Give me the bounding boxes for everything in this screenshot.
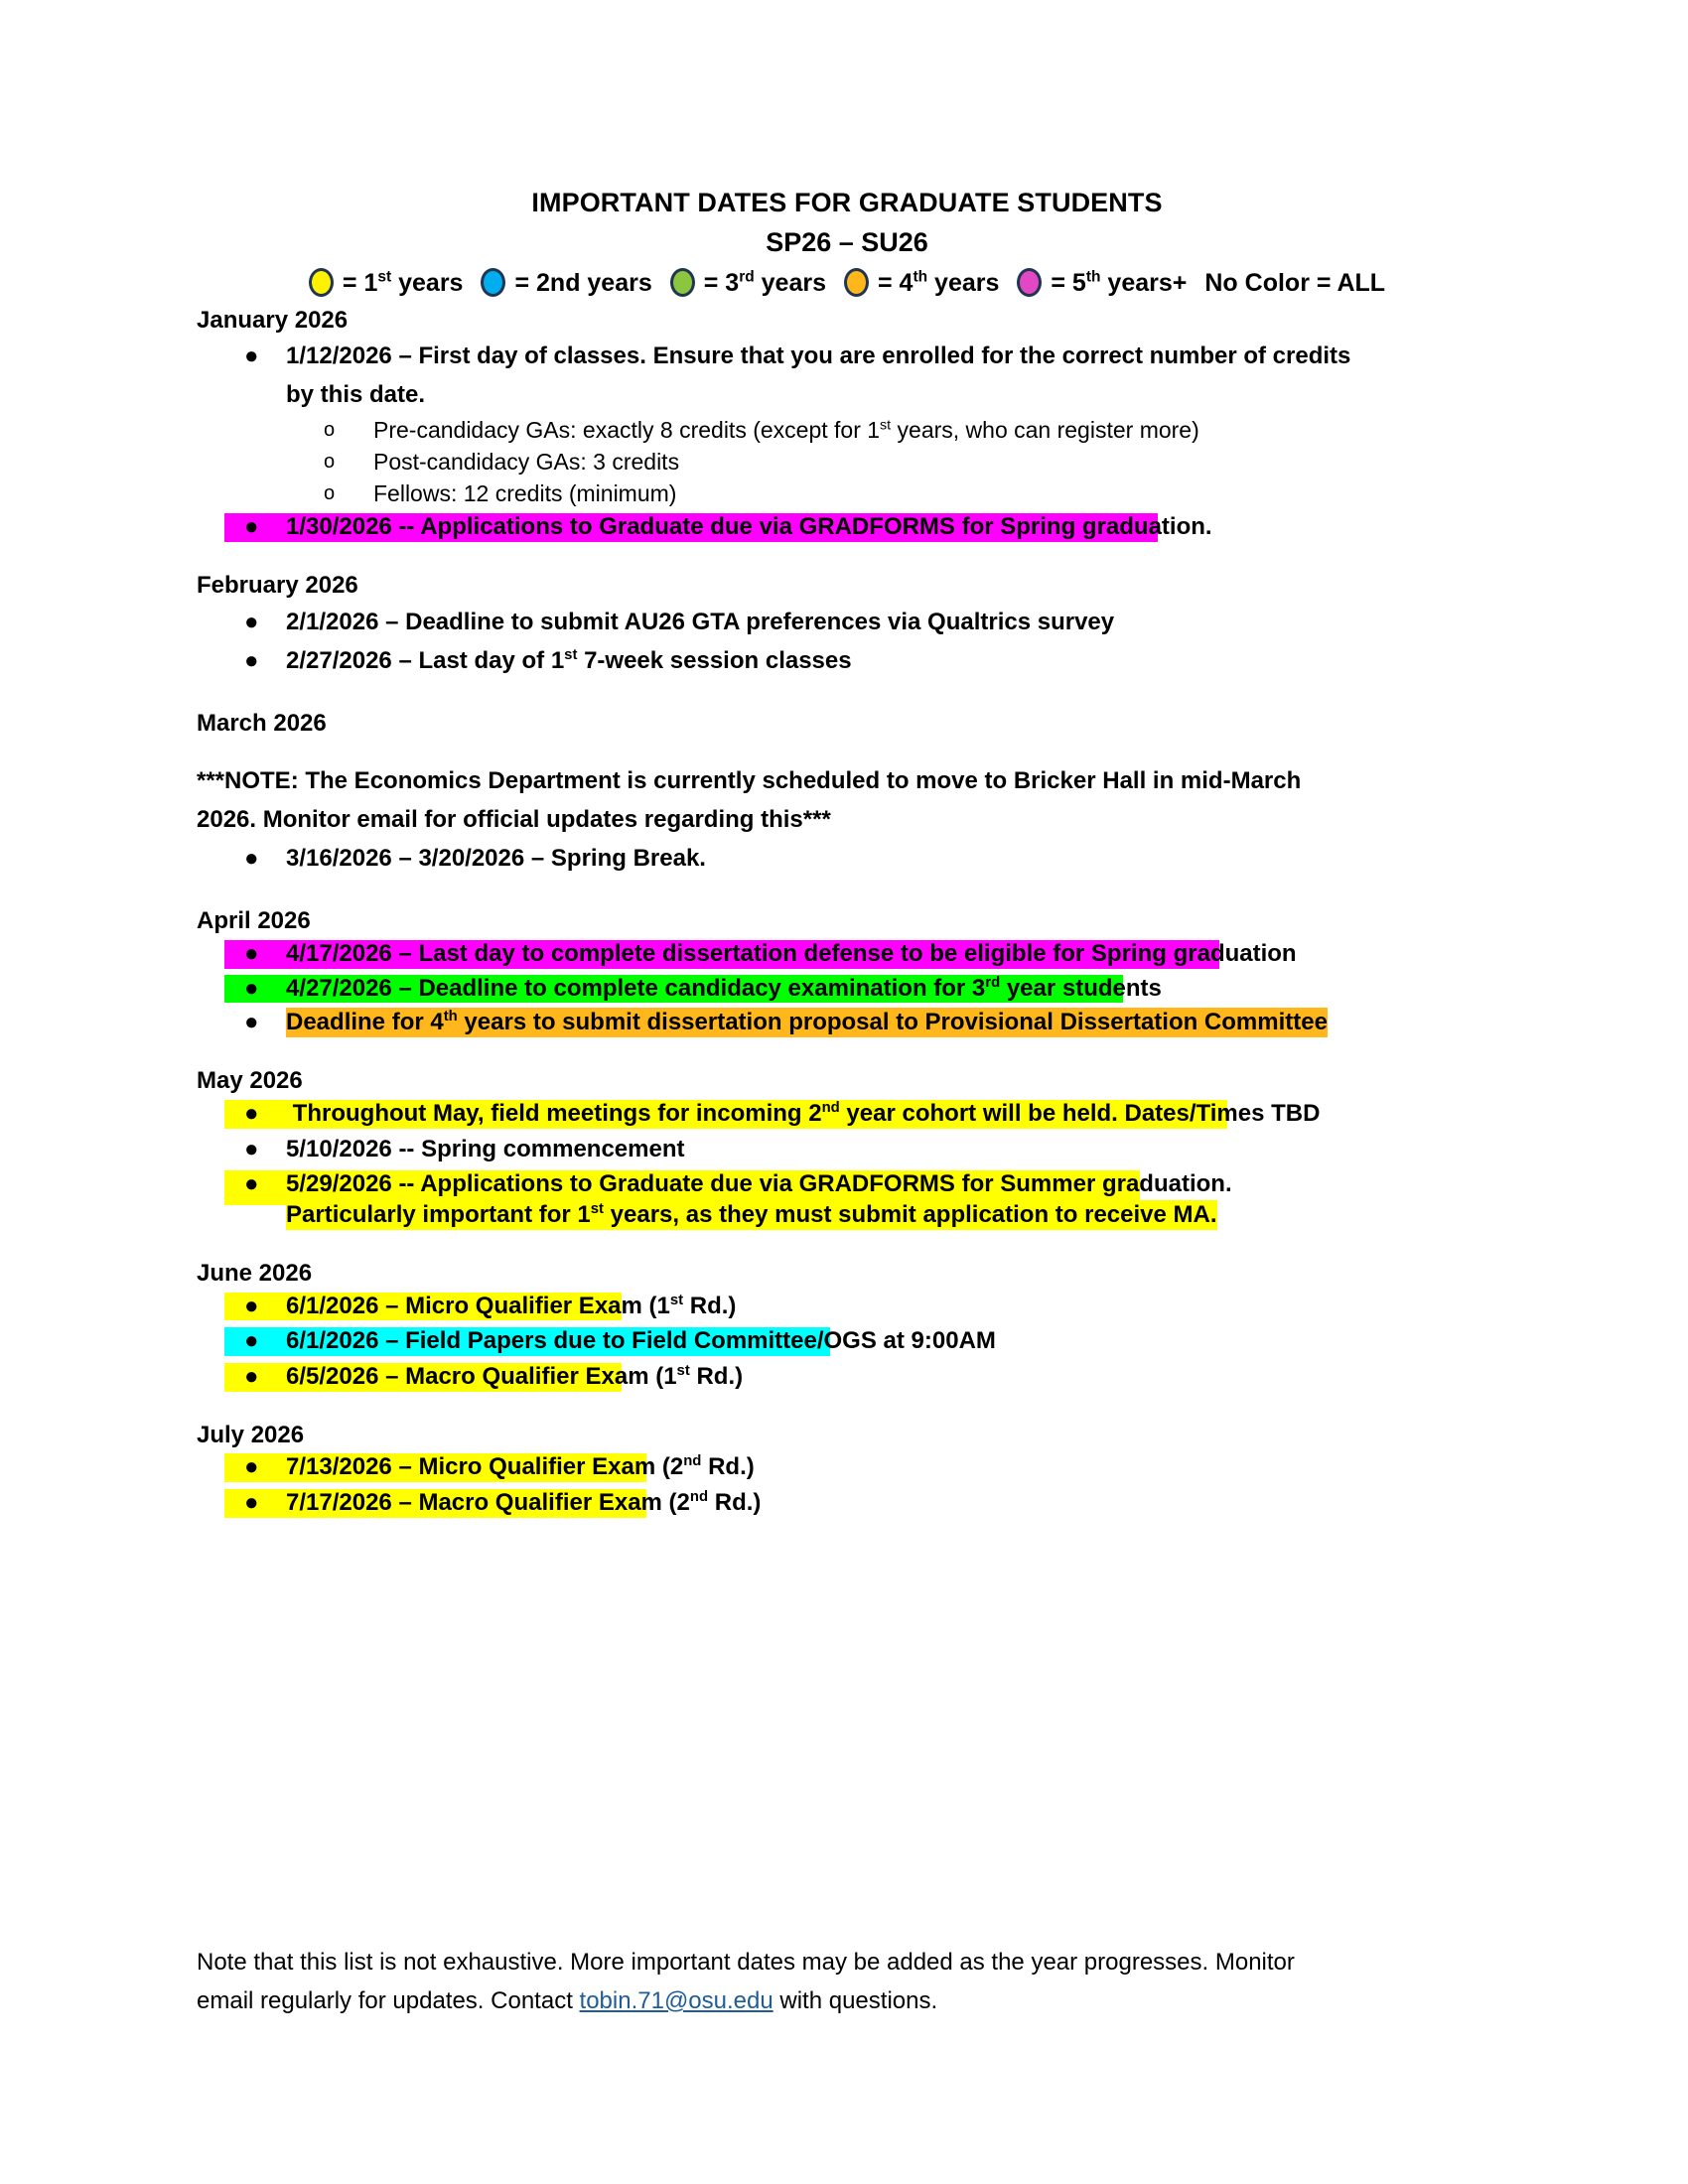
bullet-disc-icon: ● xyxy=(244,646,259,674)
june-item-1: 6/1/2026 – Micro Qualifier Exam (1st Rd.) xyxy=(286,1292,737,1319)
january-item-2: 1/30/2026 -- Applications to Graduate due via GRADFORMS for Spring graduation. xyxy=(286,513,1212,541)
footer-note xyxy=(197,1944,1468,2021)
month-heading-april: April 2026 xyxy=(197,907,311,935)
document-body xyxy=(197,184,1497,1519)
march-list xyxy=(197,840,1497,879)
list-item xyxy=(197,1362,1497,1393)
footer-line-1: Note that this list is not exhaustive. More important dates may be added as the year progresses. Monitor xyxy=(197,1949,1295,1976)
blue-circle-icon xyxy=(481,268,505,297)
june-item-3: 6/5/2026 – Macro Qualifier Exam (1st Rd.) xyxy=(286,1362,744,1390)
month-heading-february: February 2026 xyxy=(197,572,358,600)
bullet-disc-icon: ● xyxy=(244,1009,259,1036)
sup-st: st xyxy=(669,1292,684,1308)
bullet-disc-icon: ● xyxy=(244,1135,259,1162)
list-item xyxy=(197,1292,1497,1322)
footer-line-2-pre: email regularly for updates. Contact xyxy=(197,1986,580,2014)
april-item-2: 4/27/2026 – Deadline to complete candidacy examination for 3rd year students xyxy=(286,974,1162,1002)
legend-label-fifth-years: = 5th years+ xyxy=(1051,268,1188,297)
list-item xyxy=(197,604,1497,642)
legend-no-color-label: No Color = ALL xyxy=(1204,268,1386,297)
january-sub-3: Fellows: 12 credits (minimum) xyxy=(373,479,677,506)
list-item xyxy=(197,1169,1497,1230)
list-item xyxy=(197,447,1497,478)
legend-sup-fourth: th xyxy=(913,268,928,286)
list-item xyxy=(197,338,1497,415)
january-sub-2: Post-candidacy GAs: 3 credits xyxy=(373,448,680,475)
april-list xyxy=(197,939,1497,1038)
bullet-disc-icon: ● xyxy=(244,1099,259,1127)
legend-label-fourth-years: = 4th years xyxy=(878,268,1000,297)
bullet-disc-icon: ● xyxy=(244,939,259,967)
sup-nd: nd xyxy=(821,1099,840,1116)
month-heading-june: June 2026 xyxy=(197,1259,313,1287)
green-circle-icon xyxy=(670,268,695,297)
bullet-circle-icon: o xyxy=(324,481,336,504)
page-title: IMPORTANT DATES FOR GRADUATE STUDENTS xyxy=(531,188,1163,217)
january-list-2 xyxy=(197,512,1497,543)
sup-rd: rd xyxy=(985,974,1001,991)
list-item xyxy=(197,974,1497,1005)
contact-email-link[interactable]: tobin.71@osu.edu xyxy=(579,1986,774,2014)
july-item-1: 7/13/2026 – Micro Qualifier Exam (2nd Rd.) xyxy=(286,1453,755,1481)
orange-circle-icon xyxy=(844,268,869,297)
month-heading-july: July 2026 xyxy=(197,1421,305,1448)
list-item xyxy=(197,642,1497,681)
bullet-disc-icon: ● xyxy=(244,1489,259,1517)
list-item xyxy=(197,840,1497,879)
legend-sup-fifth: th xyxy=(1085,268,1101,286)
list-item xyxy=(197,512,1497,543)
april-item-1: 4/17/2026 – Last day to complete dissertation defense to be eligible for Spring graduation xyxy=(286,939,1297,967)
march-note xyxy=(197,762,1348,840)
bullet-disc-icon: ● xyxy=(244,608,259,635)
sup-st: st xyxy=(676,1362,690,1379)
list-item xyxy=(197,1008,1497,1038)
legend-entry-second-years xyxy=(481,268,651,298)
yellow-circle-icon xyxy=(309,268,334,297)
may-item-2: 5/10/2026 -- Spring commencement xyxy=(286,1135,685,1162)
page-subtitle: SP26 – SU26 xyxy=(766,227,928,258)
month-heading-january: January 2026 xyxy=(197,306,349,334)
legend-label-first-years: = 1st years xyxy=(342,268,464,297)
bullet-disc-icon: ● xyxy=(244,1292,259,1319)
january-sub-1: Pre-candidacy GAs: exactly 8 credits (except for 1st years, who can register more) xyxy=(373,417,1199,444)
color-legend xyxy=(197,268,1497,298)
bullet-disc-icon: ● xyxy=(244,1170,259,1198)
may-list xyxy=(197,1099,1497,1231)
january-item-1: 1/12/2026 – First day of classes. Ensure that you are enrolled for the correct number of credits by this date. xyxy=(286,342,1351,409)
footer-line-2-post: with questions. xyxy=(773,1986,938,2014)
legend-entry-first-years xyxy=(309,268,464,298)
legend-entry-fifth-years xyxy=(1017,268,1187,298)
list-item xyxy=(197,1452,1497,1483)
july-list xyxy=(197,1452,1497,1518)
legend-sup-third: rd xyxy=(739,268,755,286)
bullet-disc-icon: ● xyxy=(244,974,259,1002)
bullet-disc-icon: ● xyxy=(244,513,259,541)
january-list xyxy=(197,338,1497,415)
bullet-disc-icon: ● xyxy=(244,1327,259,1355)
sup-nd: nd xyxy=(683,1453,702,1470)
sup-nd: nd xyxy=(689,1489,709,1506)
may-item-3: 5/29/2026 -- Applications to Graduate due via GRADFORMS for Summer graduation. Particularly important for 1st years, as they must submit application to receive MA. xyxy=(286,1170,1232,1228)
sup-st: st xyxy=(564,646,578,663)
bullet-disc-icon: ● xyxy=(244,845,259,873)
sup-th: th xyxy=(443,1009,458,1025)
legend-label-second-years: = 2nd years xyxy=(514,268,652,297)
list-item xyxy=(197,1326,1497,1357)
june-list xyxy=(197,1292,1497,1393)
list-item xyxy=(197,1099,1497,1130)
legend-entry-third-years xyxy=(670,268,826,298)
january-sublist xyxy=(197,415,1497,509)
list-item xyxy=(197,939,1497,970)
february-item-2: 2/27/2026 – Last day of 1st 7-week session classes xyxy=(286,646,852,674)
march-note-line1: ***NOTE: The Economics Department is currently scheduled to move to Bricker Hall in mid-March xyxy=(197,767,1302,795)
sup-st: st xyxy=(880,417,892,434)
bullet-disc-icon: ● xyxy=(244,1362,259,1390)
may-item-3-line2: Particularly important for 1st years, as they must submit application to receive MA. xyxy=(286,1201,1217,1228)
april-item-3: Deadline for 4th years to submit dissertation proposal to Provisional Dissertation Committee xyxy=(286,1009,1328,1036)
legend-sup-first: st xyxy=(377,268,392,286)
march-item-1: 3/16/2026 – 3/20/2026 – Spring Break. xyxy=(286,845,706,873)
sup-st: st xyxy=(590,1201,604,1217)
february-item-1: 2/1/2026 – Deadline to submit AU26 GTA preferences via Qualtrics survey xyxy=(286,608,1115,635)
may-item-1: Throughout May, field meetings for incoming 2nd year cohort will be held. Dates/Times TBD xyxy=(292,1099,1321,1127)
list-item xyxy=(197,1488,1497,1519)
bullet-circle-icon: o xyxy=(324,419,336,442)
july-item-2: 7/17/2026 – Macro Qualifier Exam (2nd Rd.) xyxy=(286,1489,762,1517)
list-item xyxy=(197,478,1497,510)
legend-entry-fourth-years xyxy=(844,268,999,298)
month-heading-may: May 2026 xyxy=(197,1067,303,1095)
list-item xyxy=(197,1135,1497,1165)
bullet-circle-icon: o xyxy=(324,450,336,473)
legend-label-third-years: = 3rd years xyxy=(703,268,826,297)
month-heading-march: March 2026 xyxy=(197,709,327,737)
february-list xyxy=(197,604,1497,681)
march-note-line2: 2026. Monitor email for official updates regarding this*** xyxy=(197,806,831,834)
bullet-disc-icon: ● xyxy=(244,1453,259,1481)
june-item-2: 6/1/2026 – Field Papers due to Field Committee/OGS at 9:00AM xyxy=(286,1327,996,1355)
bullet-disc-icon: ● xyxy=(244,342,259,370)
magenta-circle-icon xyxy=(1017,268,1042,297)
list-item xyxy=(197,415,1497,447)
